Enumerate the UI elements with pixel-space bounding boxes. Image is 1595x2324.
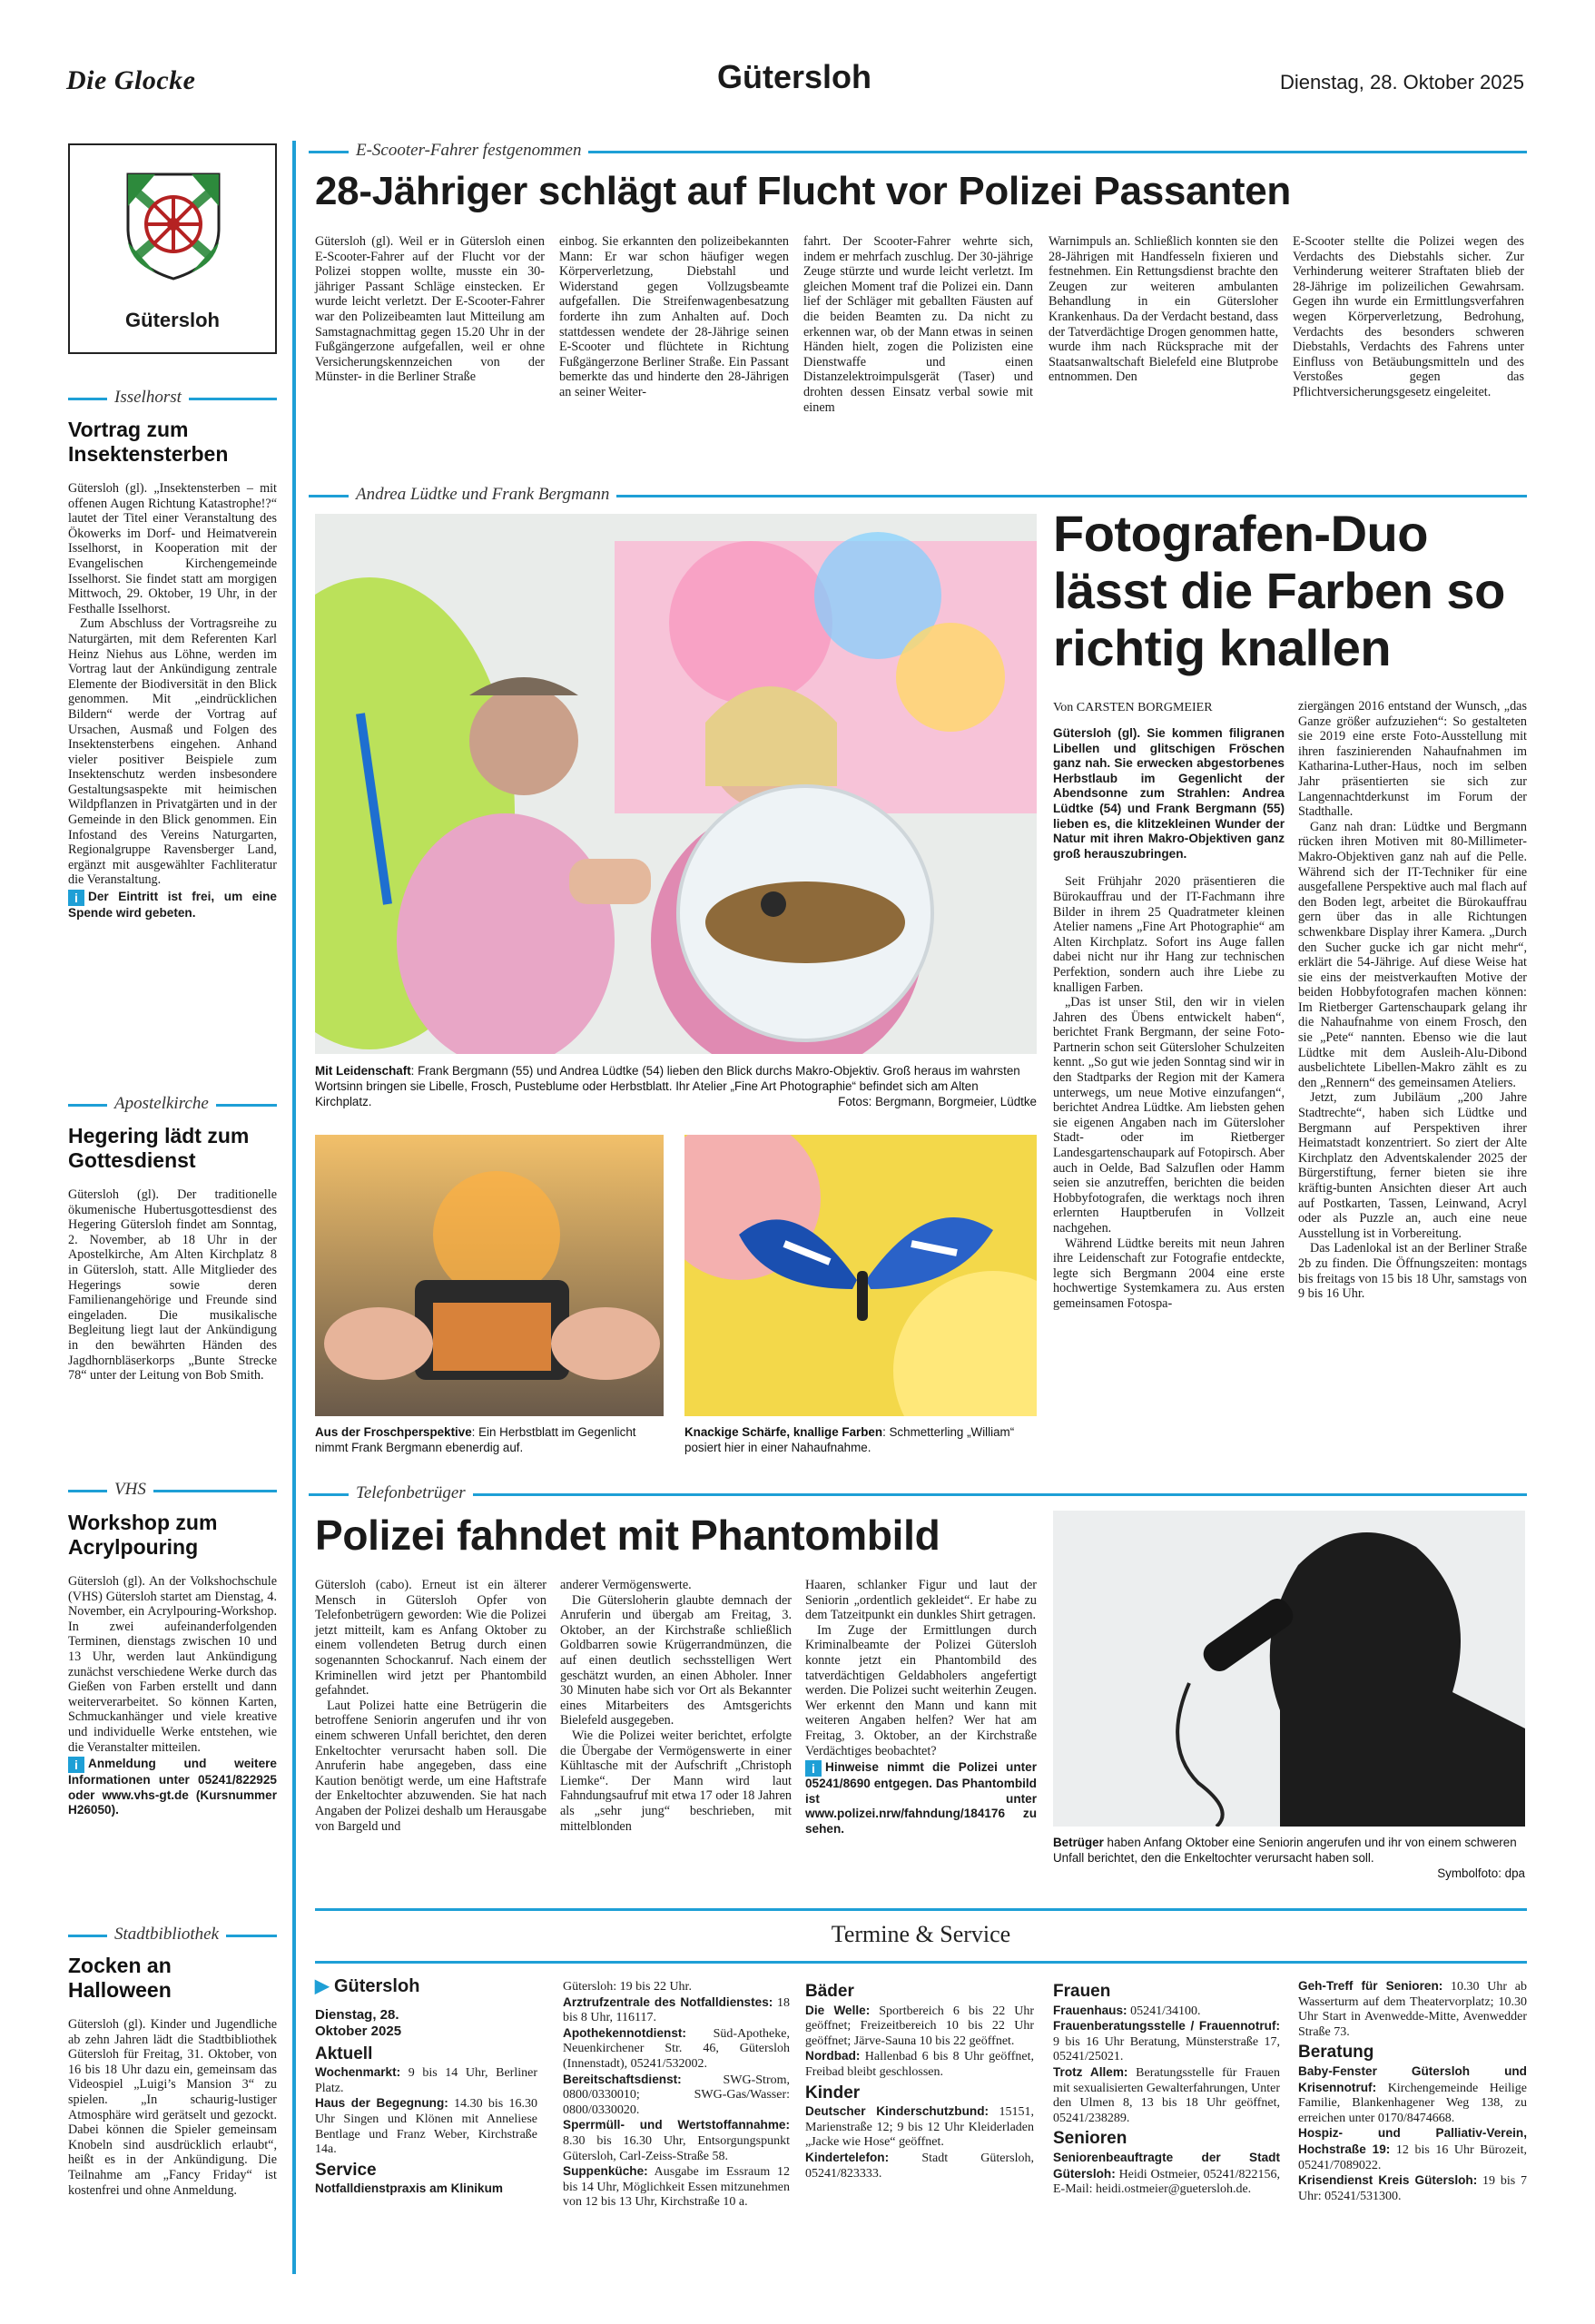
photo-camera: [315, 1135, 664, 1416]
service-entry-key: Notfalldienstpraxis am Klinikum: [315, 2181, 503, 2196]
service-heading: Service: [315, 2160, 377, 2180]
service-entry-key: Trotz Allem:: [1053, 2064, 1128, 2079]
photo-duo-illustration: [315, 514, 1037, 1054]
kicker-scooter: E-Scooter-Fahrer festgenommen: [349, 141, 588, 161]
kicker-photo: Andrea Lüdtke und Frank Bergmann: [349, 485, 616, 505]
headline-fraud: Polizei fahndet mit Phantombild: [315, 1512, 940, 1559]
service-entry-key: Bereitschaftsdienst:: [563, 2072, 682, 2086]
photo-lead: Gütersloh (gl). Sie kommen filigranen Libellen und glitschigen Fröschen ganz nah. Sie erwecken abgestorbenes Herbstlaub im Gegenlicht der Abendsonne zum Strahlen: Andrea Lüdtke (54) und Frank Bergmann (55) lieben es, die klitzekleinen Wunder der Natur mit ihren Makro-Objektiven ganz groß herauszubringen.: [1053, 726, 1285, 861]
service-entry-key: Wochenmarkt:: [315, 2065, 401, 2080]
service-col-4: [1053, 1979, 1280, 2198]
info-text: Anmeldung und weitere Informationen unter 05241/822925 oder www.vhs-gt.de (Kursnummer H26050).: [68, 1757, 277, 1817]
service-entry-text: Kirchengemeinde Heilige Familie, Blankenhagener Weg 138, zu erreichen unter 0170/8474668.: [1298, 2081, 1527, 2125]
paragraph: Die Gütersloherin glaubte demnach der Anruferin und übergab am Freitag, 3. Oktober, an der Kirchstraße schließlich Goldbarren sowie Krügerrandmünzen, die auf einen deutlich sechsstelligen Wert geschätzt wurden, an einen Abholer. Inner 30 Minuten habe sich vor Ort als Bekannter eines Mitarbeiters des Amtsgerichts Bielefeld ausgegeben.: [560, 1592, 792, 1728]
service-entry: [315, 2181, 537, 2198]
service-heading: Senioren: [1053, 2129, 1127, 2149]
service-entry: [1053, 2065, 1280, 2126]
service-entry-text: 18 bis 8 Uhr, 116117.: [563, 1995, 791, 2025]
service-entry: [805, 2049, 1034, 2080]
photo-phone-illustration: [1053, 1511, 1525, 1827]
paragraph: Gütersloh (gl). Der traditionelle ökumenische Hubertusgottesdienst des Hegering Gütersloh findet am Sonntag, 2. November, ab 18 Uhr in der Apostelkirche, Am Alten Kirchplatz 8 in Gütersloh, statt. Alle Mitglieder des Hegerings sowie deren Familienangehörige und Freunde sind eingeladen. Die musikalische Begleitung liegt laut der Ankündigung in den bewährten Händen des Jagdhornbläserkorps „Bunte Strecke 78“ unter der Leitung von Bob Smith.: [68, 1187, 277, 1384]
service-entry-text: Heidi Ostmeier, 05241/822156, E-Mail: heidi.ostmeier@guetersloh.de.: [1053, 2167, 1280, 2197]
service-entry-key: Sperrmüll- und Wertstoffannahme:: [563, 2118, 790, 2132]
paragraph: Seit Frühjahr 2020 präsentieren die Bürokauffrau und der IT-Fachmann ihre Bilder in ihrem 25 Quadratmeter kleinen Atelier namens „Fine Art Photographie“ am Alten Kirchplatz. Sofort ins Auge fallen dabei nicht nur ihr Hang zur technischen Perfektion, sondern auch ihre Liebe zu knalligen Farben.: [1053, 874, 1285, 995]
service-entry-text: 9 bis 16 Uhr Beratung, Münsterstraße 17, 05241/25021.: [1053, 2034, 1280, 2064]
service-col-1: [315, 1976, 538, 2198]
service-entry: [563, 2164, 790, 2211]
paragraph: Zum Abschluss der Vortragsreihe zu Naturgärten, mit dem Referenten Karl Heinz Niehus aus Löhne, werden im Vortrag laut der Ankündigung zentrale Elemente der Biodiversität in den Blick genommen. Mit „eindrücklichen Bildern“ werde der Vortrag auf Ursachen, Ausmaß und Folgen des Insektensterbens eingehen. Anhand vieler positiver Beispiele zum Insektenschutz werden insbesondere Gestaltungsaspekte mit heimischen Wildpflanzen in Privatgärten und in der Gemeinde in den Blick genommen. Ein Infostand des Vereins Naturgarten, Regionalgruppe Ravensberger Land, ergänzt mit ausgewählter Fachliteratur die Veranstaltung.: [68, 616, 277, 888]
section-title: Gütersloh: [717, 58, 872, 95]
service-entry: [315, 2096, 537, 2157]
caption-right: : Schmetterling „William“ posiert hier in einer Nahaufnahme.: [684, 1425, 1015, 1454]
scooter-col-5: E-Scooter stellte die Polizei wegen des Verdachts des Diebstahls sicher. Zur Verhinderung weiterer Straftaten blieb der 28-Jährige im polizeilichen Gewahrsam. Gegen ihn wurde ein Ermittlungsverfahren wegen Körperverletzung, Bedrohung, Verdachts des besonders schweren Diebstahls, Verdachts des Fahrens unter Einfluss von Betäubungsmitteln und des Verstoßes gegen das Pflichtversicherungsgesetz eingeleitet.: [1293, 234, 1524, 399]
service-heading: Kinder: [805, 2083, 861, 2102]
service-entry: [805, 2004, 1034, 2050]
service-entry-text: Hallenbad 6 bis 8 Uhr geöffnet, Freibad bleibt geschlossen.: [805, 2050, 1034, 2079]
service-entry-text: 9 bis 14 Uhr, Berliner Platz.: [315, 2066, 537, 2095]
city-crest-icon: [119, 156, 228, 283]
service-entry-text: Sportbereich 6 bis 22 Uhr geöffnet; Freizeitbereich 10 bis 22 Uhr geöffnet; Järve-Sauna 10 bis 22 geöffnet.: [805, 2004, 1034, 2048]
paragraph: Jetzt, zum Jubiläum „200 Jahre Stadtrechte“, haben sich Lüdtke und Bergmann auf Perspektiven ihrer Heimatstadt konzentriert. So ziert der Alte Kirchplatz den Adventskalender 2025 der Bürgerstiftung, ferner bieten sie ihre kräftig-bunten Ansichten dieser Art auch auf Postkarten, Tassen, Leinwand, Acryl oder als Puzzle an, auch eine neue Ausstellung ist in Vorbereitung.: [1298, 1090, 1527, 1241]
service-entry: [1053, 2151, 1280, 2198]
kicker-fraud: Telefonbetrüger: [349, 1483, 473, 1503]
paragraph: Gütersloh (gl). „Insektensterben – mit offenen Augen Richtung Katastrophe!?“ lautet der Titel einer Veranstaltung des Ökowerks im Dorf- und Heimatverein Isselhorst, in Kooperation mit der Evangelischen Kirchengemeinde Isselhorst. Sie findet statt am morgigen Mittwoch, 29. Oktober, 19 Uhr, in der Festhalle Isselhorst.: [68, 481, 277, 616]
paragraph: Während Lüdtke bereits mit neun Jahren ihre Leidenschaft zur Fotografie entdeckte, legte sich Bergmann 2004 eine erste hochwertige Systemkamera zu. Aus ersten gemeinsamen Fotospa-: [1053, 1236, 1285, 1311]
service-entry-text: Stadt Gütersloh, 05241/823333.: [805, 2151, 1034, 2181]
service-heading: Beratung: [1298, 2043, 1374, 2063]
caption-fraud: haben Anfang Oktober eine Seniorin angerufen und ihr von einem schweren Unfall berichtet, den die Enkeltochter verursacht haben soll.: [1053, 1836, 1517, 1865]
photo-butterfly-illustration: [684, 1135, 1037, 1416]
kicker-line: [68, 1490, 277, 1492]
caption-main: : Frank Bergmann (55) und Andrea Lüdtke (54) lieben den Blick durchs Makro-Objektiv. Groß heraus im wahrsten Wortsinn bringen sie Libelle, Frosch, Pusteblume oder Herbstblatt. Ihr Atelier „Fine Art Photographie“ befindet sich am Alten Kirchplatz.: [315, 1064, 1020, 1108]
service-entry: [315, 2065, 537, 2096]
scooter-col-4: Warnimpuls an. Schließlich konnten sie den 28-Jährigen mit Handfesseln fixieren und festnehmen. Ein Rettungsdienst brachte den Zeugen zur weiteren ambulanten Behandlung in ein Gütersloher Krankenhaus. Da der Verdacht bestand, dass der Tatverdächtige Drogen genommen hatte, wurde ihm nach Rücksprache mit der Staatsanwaltschaft Bielefeld eine Blutprobe entnommen. Den: [1049, 234, 1278, 385]
service-city: Gütersloh: [333, 1976, 420, 1996]
service-entry: [1053, 2004, 1280, 2020]
service-entry: [1298, 2064, 1527, 2126]
caption-left: : Ein Herbstblatt im Gegenlicht nimmt Frank Bergmann ebenerdig auf.: [315, 1425, 636, 1454]
page-date: Dienstag, 28. Oktober 2025: [1279, 71, 1524, 94]
caption-fraud-lead: Betrüger: [1053, 1836, 1104, 1849]
paragraph: Haaren, schlanker Figur und laut der Seniorin „ordentlich gekleidet“. Er habe zu dem Tatzeitpunkt ein dunkles Shirt getragen.: [805, 1578, 1037, 1623]
service-entry: [805, 2104, 1034, 2151]
caption-main-credit: Fotos: Bergmann, Borgmeier, Lüdtke: [838, 1094, 1037, 1108]
kicker-apostelkirche: Apostelkirche: [107, 1094, 216, 1114]
info-text: Hinweise nimmt die Polizei unter 05241/8690 entgegen. Das Phantombild ist unter www.polizei.nrw/fahndung/184176 zu sehen.: [805, 1760, 1037, 1836]
info-icon: i: [805, 1760, 822, 1777]
service-col-5: [1298, 1979, 1527, 2204]
service-entry-key: Nordbad:: [805, 2049, 861, 2063]
kicker-line: [309, 1493, 1527, 1496]
service-entry: [1298, 1979, 1527, 2040]
service-entry-text: 14.30 bis 16.30 Uhr Singen und Klönen mit Anneliese Bentlage und Franz Weber, Kirchstraße 14a.: [315, 2097, 538, 2157]
paragraph: Wie die Polizei weiter berichtet, erfolgte die Übergabe der Vermögenswerte in einer Kühltasche mit der Aufschrift „Christoph Liemke“. Der Mann wird laut Fahndungsaufruf mit etwa 17 oder 18 Jahren als „sehr jung“ beschrieben, mit mittelblonden: [560, 1728, 792, 1834]
service-entry-text: Süd-Apotheke, Neuenkirchener Str. 46, Gütersloh (Innenstadt), 05241/532002.: [563, 2026, 790, 2071]
service-entry: [563, 1995, 790, 2026]
caption-left-lead: Aus der Froschperspektive: [315, 1425, 472, 1439]
kicker-isselhorst: Isselhorst: [107, 388, 189, 408]
photo-camera-illustration: [315, 1135, 664, 1416]
service-entry-text: 15151, Marienstraße 12; 9 bis 12 Uhr Kleiderladen „Jacke wie Hose“ geöffnet.: [805, 2105, 1035, 2150]
headline-halloween: Zocken an Halloween: [68, 1954, 172, 2002]
service-entry-text: 8.30 bis 16.30 Uhr, Entsorgungspunkt Gütersloh, Carl-Zeiss-Straße 58.: [563, 2133, 790, 2163]
service-entry-text: Gütersloh: 19 bis 22 Uhr.: [563, 1980, 692, 1994]
photo-phone-silhouette: [1053, 1511, 1525, 1827]
service-entry-key: Frauenberatungsstelle / Frauennotruf:: [1053, 2019, 1280, 2034]
service-entry-key: Krisendienst Kreis Gütersloh:: [1298, 2173, 1478, 2188]
service-heading: Frauen: [1053, 1982, 1111, 2001]
service-entry: [1053, 2019, 1280, 2065]
service-entry-key: Hospiz- und Palliativ-Verein, Hochstraße 19:: [1298, 2126, 1527, 2156]
service-entry: [563, 1979, 790, 1995]
paragraph: Im Zuge der Ermittlungen durch Kriminalbeamte der Polizei Gütersloh konnte jetzt ein Phantombild des tatverdächtigen Geldabholers angefertigt werden. Die Polizei sucht weiterhin Zeugen. Wer erkennt den Mann und kann mit weiteren Angaben helfen? Wer hat am Freitag, 3. Oktober, an der Kirchstraße Verdächtiges beobachtet?: [805, 1622, 1037, 1758]
scooter-col-2: einbog. Sie erkannten den polizeibekannten Mann: Er war schon häufiger wegen Körperverletzung, Diebstahl und Widerstand gegen Vollzugsbeamte aufgefallen. Die Streifenwagenbesatzung forderte ihn zum Anhalten auf. Doch stattdessen wendete der 28-Jährige seinen E-Scooter und flüchtete in Richtung Fußgängerzone Berliner Straße. Ein Passant bemerkte das und hinderte den 28-Jährigen an seiner Weiter-: [559, 234, 789, 399]
service-entry: [563, 2118, 790, 2164]
service-heading: Bäder: [805, 1982, 854, 2001]
sidebar-rule: [292, 141, 296, 2274]
service-title: Termine & Service: [831, 1921, 1011, 1947]
service-entry-key: Baby-Fenster Gütersloh und Krisennotruf:: [1298, 2063, 1527, 2094]
service-entry: [563, 2073, 790, 2119]
paragraph: Gütersloh (gl). Kinder und Jugendliche ab zehn Jahren lädt die Stadtbibliothek Gütersloh für Freitag, 31. Oktober, von 16 bis 18 Uhr dazu ein, gemeinsam das Videospiel „Luigi’s Mansion 3“ zu spielen. „In schaurig-lustiger Atmosphäre wird gerätselt und gezockt. Dabei können die Spieler gemeinsam Knobeln sind ausdrücklich erlaubt“, heißt es in der Ankündigung. Die Teilnahme am „Fancy Friday“ ist kostenfrei und ohne Anmeldung.: [68, 2017, 277, 2198]
scooter-col-1: Gütersloh (gl). Weil er in Gütersloh einen E-Scooter-Fahrer auf der Flucht vor der Polizei stoppen wollte, musste ein 30-jähriger Passant Schläge einstecken. Er wurde leicht verletzt. Der E-Scooter-Fahrer war den Polizeibeamten laut Mitteilung am Samstagnachmittag gegen 15.20 Uhr in der Fußgängerzone aufgefallen, weil er ohne Versicherungskennzeichen von der Münster- in die Berliner Straße: [315, 234, 545, 385]
byline: Von CARSTEN BORGMEIER: [1053, 701, 1213, 714]
info-icon: i: [68, 1757, 84, 1773]
service-entry-text: 10.30 Uhr ab Wasserturm auf dem Theatervorplatz; 10.30 Uhr Start in Avenwedde-Mitte, Avenwedder Straße 73.: [1298, 1980, 1527, 2039]
paragraph: Laut Polizei hatte eine Betrügerin die betroffene Seniorin angerufen und ihr von einem schweren Unfall berichtet, den deren Enkeltochter verursacht haben soll. Die Anruferin habe angegeben, dass eine Kaution benötigt werde, um eine Haftstrafe der Enkeltochter abzuwenden. Sie hat nach Angaben der Polizei deshalb um Herausgabe von Bargeld und: [315, 1698, 546, 1834]
service-date: Dienstag, 28. Oktober 2025: [315, 2006, 402, 2039]
service-entry-text: 12 bis 16 Uhr Bürozeit, 05241/7089022.: [1298, 2142, 1527, 2172]
service-entry: [563, 2026, 790, 2073]
caption-right-lead: Knackige Schärfe, knallige Farben: [684, 1425, 883, 1439]
service-entry-key: Geh-Treff für Senioren:: [1298, 1979, 1443, 1993]
service-entry-key: Die Welle:: [805, 2003, 871, 2017]
info-text: Der Eintritt ist frei, um eine Spende wird gebeten.: [68, 890, 277, 921]
service-entry-text: Ausgabe im Essraum 12 bis 14 Uhr, Möglichkeit Essen mitzunehmen von 12 bis 13 Uhr, Kirchstraße 10 a.: [563, 2165, 790, 2210]
service-entry-key: Suppenküche:: [563, 2164, 648, 2179]
caption-main-lead: Mit Leidenschaft: [315, 1064, 411, 1078]
paragraph: Gütersloh (cabo). Erneut ist ein älterer Mensch in Gütersloh Opfer von Telefonbetrügern geworden: Wie die Polizei jetzt mitteilt, kam es Anfang Oktober zu einem vollendeten Betrug durch einen sogenannten Schockanruf. Nach einem der Kriminellen wird jetzt per Phantombild gefahndet.: [315, 1578, 546, 1699]
paragraph: Das Ladenlokal ist an der Berliner Straße 2b zu finden. Die Öffnungszeiten: montags bis freitags von 15 bis 18 Uhr, samstags von 9 bis 16 Uhr.: [1298, 1241, 1527, 1302]
photo-butterfly: [684, 1135, 1037, 1416]
service-entry-key: Deutscher Kinderschutzbund:: [805, 2104, 989, 2119]
masthead: Die Glocke: [66, 65, 196, 95]
headline-hegering: Hegering lädt zum Gottesdienst: [68, 1124, 250, 1172]
service-entry-text: 19 bis 7 Uhr: 05241/531300.: [1298, 2174, 1528, 2203]
photo-duo: [315, 514, 1037, 1054]
service-col-2: [563, 1979, 790, 2211]
city-crest-box: [68, 143, 277, 354]
service-entry: [1298, 2173, 1527, 2204]
service-entry-key: Seniorenbeauftragte der Stadt Gütersloh:: [1053, 2150, 1280, 2181]
service-entry: [1298, 2126, 1527, 2173]
info-icon: i: [68, 890, 84, 906]
paragraph: Gütersloh (gl). An der Volkshochschule (VHS) Gütersloh startet am Dienstag, 4. November, ein Acrylpouring-Workshop. In zwei aufeinanderfolgenden Terminen, dienstags zwischen 10 und 13 Uhr, werden laut Ankündigung zunächst verschiedene Werke durch das Gießen von Farben erstellt und dann weiterverarbeitet. So können Karten, Schmuckanhänger und viele kreative und individuelle Werke entstehen, wie die Veranstalter mitteilen.: [68, 1574, 277, 1755]
headline-acrylpouring: Workshop zum Acrylpouring: [68, 1511, 218, 1559]
service-entry-key: Apothekennotdienst:: [563, 2025, 686, 2040]
kicker-stadtbibliothek: Stadtbibliothek: [107, 1925, 226, 1945]
paragraph: Ganz nah dran: Lüdtke und Bergmann rücken ihren Motiven mit 80-Millimeter-Makro-Objektiven ganz nah auf die Pelle. Während sich der IT-Techniker für eine ausgefallene Perspektive auch mal flach auf den Boden legt, arbeitet die Bürokauffrau gern über das in alle Richtungen schwenkbare Display ihrer Kamera. „Durch den Sucher gucke ich gar nicht mehr“, erklärt die 54-Jährige. Auf diese Weise hat sie eins der meistverkauften Motive der beiden Hobbyfotografen machen können: Im Rietberger Gartenschaupark gelang ihr die Nahaufnahme von einem Frosch, den sie „Pete“ nannten. Ebenso wie die laut Lüdtke mit dem Ausleih-Alu-Dibond ausbelichtete Libellen-Makro zählt es zu den „Rennern“ des gemeinsamen Ateliers.: [1298, 819, 1527, 1090]
crest-label: Gütersloh: [125, 309, 220, 331]
headline-photo: Fotografen-Duo lässt die Farben so richtig knallen: [1053, 505, 1505, 676]
service-entry-text: SWG-Strom, 0800/0330010; SWG-Gas/Wasser: 0800/0330020.: [563, 2073, 790, 2117]
headline-insektensterben: Vortrag zum Insektensterben: [68, 418, 229, 466]
caption-fraud-credit: Symbolfoto: dpa: [1437, 1866, 1525, 1880]
service-entry: [805, 2151, 1034, 2181]
paragraph: ziergängen 2016 entstand der Wunsch, „das Ganze größer aufzuziehen“: So gestalteten sie 2019 eine erste Foto-Ausstellung mit ihren faszinierenden Nahaufnahmen im Katharina-Luther-Haus, noch im selben Jahr präsentierten sie sich zur Langennachtderkunst im Forum der Stadthalle.: [1298, 699, 1527, 820]
kicker-vhs: VHS: [107, 1480, 153, 1500]
paragraph: anderer Vermögenswerte.: [560, 1578, 692, 1592]
scooter-col-3: fahrt. Der Scooter-Fahrer wehrte sich, indem er mehrfach zuschlug. Der 30-jährige Zeuge stürzte und wurde leicht verletzt. Im gleichen Moment traf die Polizei ein. Dann lief der Schläger mit geballten Fäusten auf die beiden Beamten zu. Da nicht zu erkennen war, ob der Mann etwas in seinen Händen hielt, zogen die Polizisten eine Dienstwaffe und einen Distanzelektroimpulsgerät (Taser) und drohten dessen Einsatz verbal sowie mit einem: [803, 234, 1033, 415]
triangle-right-icon: ▶: [315, 1976, 330, 1996]
service-heading: Aktuell: [315, 2043, 373, 2063]
service-entry-key: Haus der Begegnung:: [315, 2096, 448, 2111]
service-entry-key: Frauenhaus:: [1053, 2003, 1127, 2017]
service-entry-key: Arztrufzentrale des Notfalldienstes:: [563, 1994, 773, 2009]
paragraph: „Das ist unser Stil, den wir in vielen Jahren des Übens entwickelt haben“, berichtet Frank Bergmann, der seine Foto-Partnerin schon seit Gütersloher Schulzeiten kennt. „So gut wie jeden Sonntag sind wir in den Stadtparks der Region mit der Kamera unterwegs, um neue Motive einzufangen“, berichtet Andrea Lüdtke. Am liebsten gehen sie eigenen Angaben nach im Gütersloher Stadt- oder im Rietberger Landesgartenschaupark auf Fotopirsch. Aber auch in Oelde, Bad Salzuflen oder Hamm seien sie anzutreffen, berichten die beiden Hobbyfotografen, die werktags noch ihren erlernten Hauptberufen in Vollzeit nachgehen.: [1053, 995, 1285, 1236]
service-entry-text: 05241/34100.: [1127, 2004, 1201, 2018]
headline-scooter: 28-Jähriger schlägt auf Flucht vor Polizei Passanten: [315, 169, 1291, 213]
service-col-3: [805, 1979, 1034, 2181]
service-entry-key: Kindertelefon:: [805, 2150, 890, 2164]
service-entry-text: Beratungsstelle für Frauen mit sexualisierten Gewalterfahrungen, Unter den Ulmen 8, 13 bis 18 Uhr geöffnet, 05241/238289.: [1053, 2065, 1280, 2125]
